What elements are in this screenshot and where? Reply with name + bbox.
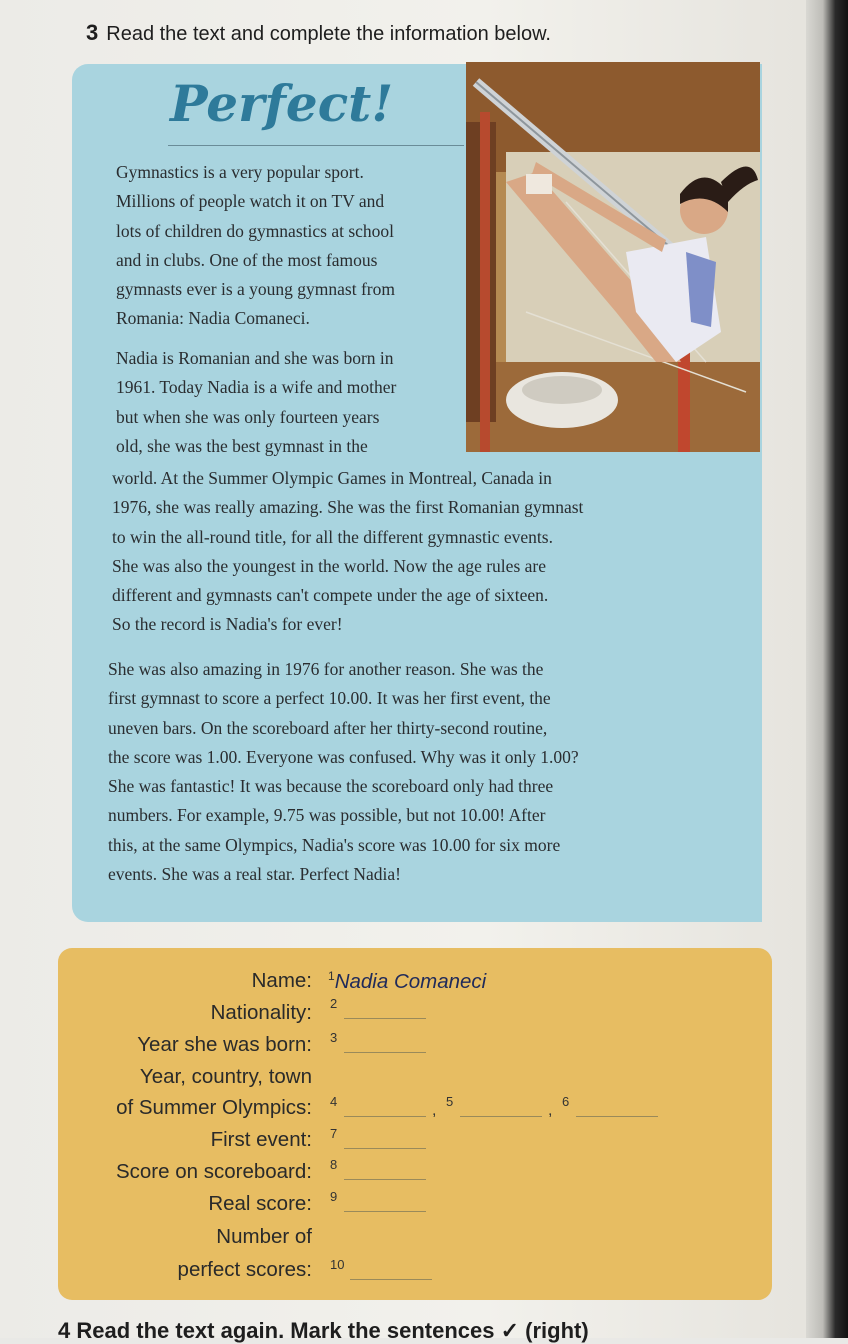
paragraph-1 [116,158,456,334]
text-line: to win the all-round title, for all the different gymnastic events. [112,526,553,547]
nationality-label: Nationality: [210,1001,312,1024]
task-3-heading [86,20,786,46]
item-number: 1 [328,969,335,983]
name-answer [328,969,486,994]
text-line: the score was 1.00. Everyone was confused. Why was it only 1.00? [108,746,579,767]
perfect-label-line-2: perfect scores: [177,1258,312,1281]
text-line: gymnasts ever is a young gymnast from [116,279,395,300]
text-line: So the record is Nadia's for ever! [112,614,343,635]
text-line: Romania: Nadia Comaneci. [116,308,310,329]
item-number: 5 [446,1094,454,1109]
page-edge [806,0,848,1338]
gymnast-illustration [466,62,760,452]
text-line: She was also amazing in 1976 for another reason. She was the [108,659,544,679]
text-line: old, she was the best gymnast in the [116,435,368,456]
text-line: Nadia is Romanian and she was born in [116,348,394,368]
text-line: She was also the youngest in the world. Now the age rules are [112,555,546,576]
text-line: world. At the Summer Olympic Games in Montreal, Canada in [112,468,552,488]
item-number: 9 [330,1189,338,1204]
gymnast-photo [466,62,760,452]
text-line: 1976, she was really amazing. She was the first Romanian gymnast [112,497,584,518]
task-number: 3 [86,20,99,45]
text-line: events. She was a real star. Perfect Nadia! [108,864,402,885]
task-4-heading: 4 Read the text again. Mark the sentences ✓ (right) [58,1318,589,1343]
text-line: She was fantastic! It was because the scoreboard only had three [108,776,554,797]
born-label: Year she was born: [137,1033,312,1056]
text-line: this, at the same Olympics, Nadia's score was 10.00 for six more [108,834,561,855]
text-line: and in clubs. One of the most famous [116,249,378,270]
text-line: Gymnastics is a very popular sport. [116,162,364,182]
text-line: numbers. For example, 9.75 was possible, but not 10.00! After [108,805,546,826]
text-line: first gymnast to score a perfect 10.00. It was her first event, the [108,688,551,709]
info-form-panel [58,948,772,1300]
name-value: Nadia Comaneci [334,970,487,993]
olympics-label-line-2: of Summer Olympics: [116,1096,312,1119]
text-line: but when she was only fourteen years [116,406,380,427]
item-number: 8 [330,1157,338,1172]
item-number: 2 [330,996,338,1011]
perfect-label-line-1: Number of [216,1225,312,1248]
olympics-label-line-1: Year, country, town [139,1065,312,1088]
comma-separator: , [548,1102,553,1119]
text-line: lots of children do gymnastics at school [116,220,395,241]
scoreboard-label: Score on scoreboard: [115,1160,312,1183]
item-number: 4 [330,1094,338,1109]
text-line: different and gymnasts can't compete under the age of sixteen. [112,585,549,606]
item-number: 3 [330,1030,338,1045]
item-number: 7 [330,1126,338,1141]
task-instruction: Read the text and complete the information below. [106,23,551,45]
real-score-label: Real score: [208,1192,312,1215]
paragraph-2 [116,344,456,461]
item-number: 6 [562,1094,570,1109]
title-divider [168,145,464,146]
text-line: 1961. Today Nadia is a wife and mother [116,377,397,398]
comma-separator: , [432,1102,437,1119]
paragraph-3 [112,464,672,640]
text-line: Millions of people watch it on TV and [116,191,385,212]
item-number: 10 [330,1257,345,1272]
paragraph-4 [108,655,668,889]
name-label: Name: [251,969,312,992]
first-event-label: First event: [210,1128,312,1151]
text-line: uneven bars. On the scoreboard after her thirty-second routine, [108,717,548,738]
article-title: Perfect! [170,74,394,133]
